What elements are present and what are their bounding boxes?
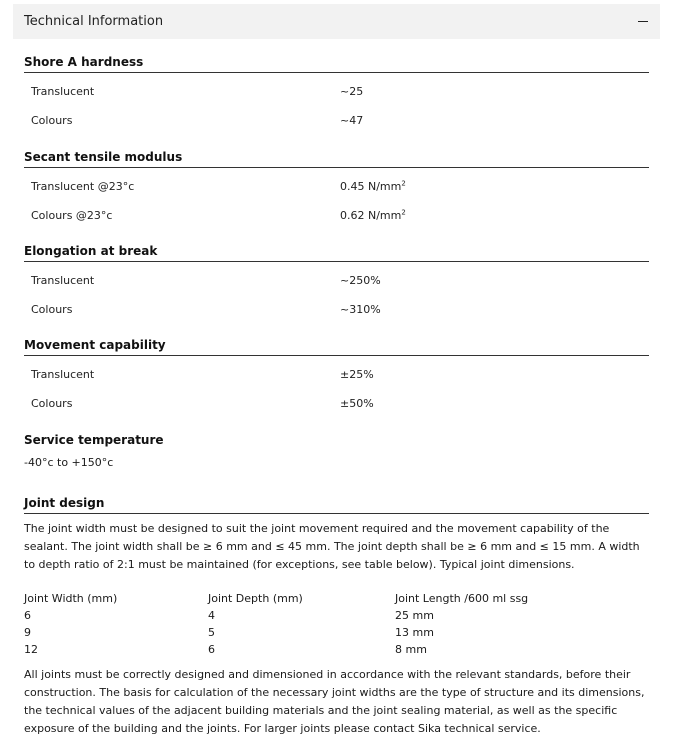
property-label: Colours @23°c xyxy=(31,209,113,222)
property-value xyxy=(340,201,406,230)
section-title: Secant tensile modulus xyxy=(24,150,183,164)
section-title: Elongation at break xyxy=(24,244,158,258)
section-title: Movement capability xyxy=(24,338,166,352)
table-row xyxy=(24,607,649,624)
property-label: Translucent xyxy=(31,274,95,287)
section-divider xyxy=(24,72,649,73)
accordion-title: Technical Information xyxy=(24,14,164,29)
table-cell: 9 xyxy=(24,626,31,639)
joint-design-outro: All joints must be correctly designed and dimensioned in accordance with the relevant standards, before their construction. The basis for calculation of the necessary joint widths are the type of structure and its dimensions, the technical values of the adjacent building materials and the joint sealing material, as well as the specific exposure of the building and the joints. For larger joints please contact Sika technical service. xyxy=(24,668,645,735)
property-label: Translucent xyxy=(31,85,95,98)
value-superscript: 2 xyxy=(401,179,406,188)
table-cell: 25 mm xyxy=(395,609,434,622)
property-value: ~47 xyxy=(340,114,364,127)
property-label: Colours xyxy=(31,397,73,410)
property-value xyxy=(340,172,406,201)
section-service-temperature xyxy=(24,430,649,469)
property-row xyxy=(24,295,649,324)
section-movement-capability xyxy=(24,335,649,418)
table-row xyxy=(24,641,649,658)
joint-design-intro: The joint width must be designed to suit the joint movement required and the movement capability of the sealant. The joint width shall be ≥ 6 mm and ≤ 45 mm. The joint depth shall be ≥ 6 mm and ≤ 15 mm. A width to depth ratio of 2:1 must be maintained (for exceptions, see table below). Typical joint dimensions. xyxy=(24,522,640,571)
table-header: Joint Width (mm) xyxy=(24,592,118,605)
table-row xyxy=(24,624,649,641)
section-title: Joint design xyxy=(24,496,105,510)
table-header: Joint Length /600 ml ssg xyxy=(395,592,529,605)
table-cell: 4 xyxy=(208,609,215,622)
table-cell: 5 xyxy=(208,626,215,639)
property-label: Colours xyxy=(31,114,73,127)
value-superscript: 2 xyxy=(401,208,406,217)
section-divider xyxy=(24,261,649,262)
property-label: Translucent xyxy=(31,368,95,381)
property-value: ~310% xyxy=(340,303,381,316)
property-row xyxy=(24,201,649,230)
value-text: 0.62 N/mm xyxy=(340,209,402,222)
collapse-icon[interactable] xyxy=(638,21,648,23)
section-divider xyxy=(24,167,649,168)
property-label: Translucent @23°c xyxy=(31,180,135,193)
property-value: ±25% xyxy=(340,368,374,381)
property-value: ~25 xyxy=(340,85,364,98)
section-shore-a-hardness xyxy=(24,52,649,135)
section-secant-tensile-modulus xyxy=(24,147,649,230)
section-elongation-at-break xyxy=(24,241,649,324)
property-row xyxy=(24,266,649,295)
property-label: Colours xyxy=(31,303,73,316)
section-divider xyxy=(24,513,649,514)
property-row xyxy=(24,77,649,106)
property-value: ±50% xyxy=(340,397,374,410)
property-row xyxy=(24,106,649,135)
service-temperature-value: -40°c to +150°c xyxy=(24,456,114,469)
table-cell: 8 mm xyxy=(395,643,427,656)
property-value: ~250% xyxy=(340,274,381,287)
table-cell: 6 xyxy=(24,609,31,622)
table-header-row xyxy=(24,590,649,607)
section-title: Shore A hardness xyxy=(24,55,144,69)
table-header: Joint Depth (mm) xyxy=(208,592,303,605)
property-row xyxy=(24,389,649,418)
section-divider xyxy=(24,355,649,356)
property-row xyxy=(24,172,649,201)
value-text: 0.45 N/mm xyxy=(340,180,402,193)
technical-information-accordion[interactable] xyxy=(13,4,660,39)
section-joint-design xyxy=(24,493,649,574)
table-cell: 13 mm xyxy=(395,626,434,639)
table-cell: 6 xyxy=(208,643,215,656)
section-title: Service temperature xyxy=(24,433,164,447)
table-cell: 12 xyxy=(24,643,38,656)
property-row xyxy=(24,360,649,389)
joint-dimensions-table xyxy=(24,590,649,658)
